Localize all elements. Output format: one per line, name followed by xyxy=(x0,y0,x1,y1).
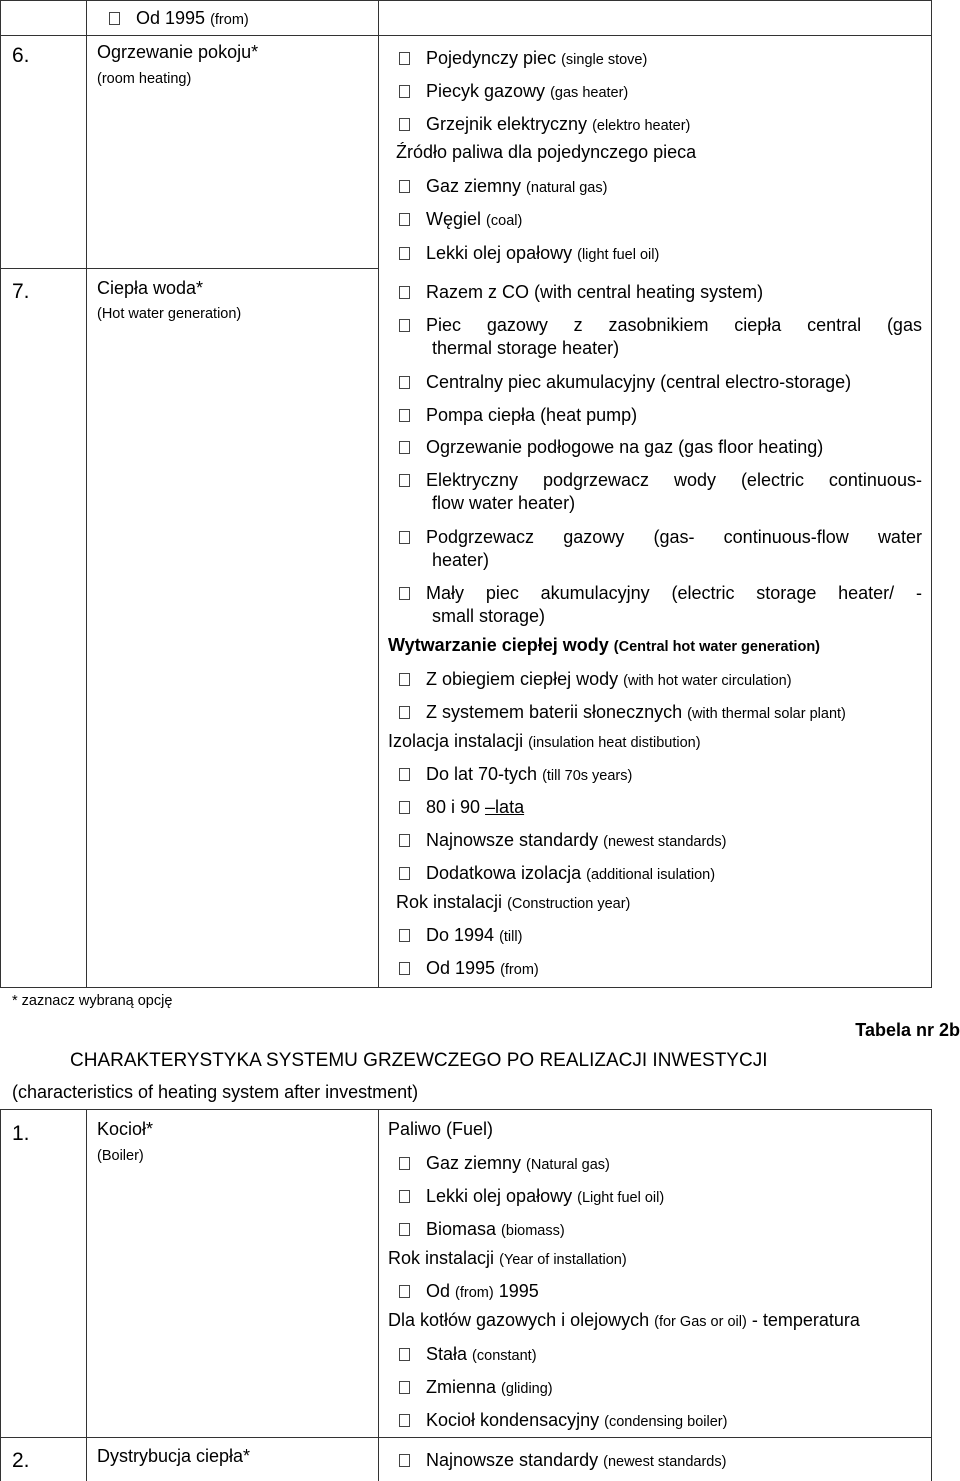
option-dystrybucja-najnowsze: Najnowsze standardy (newest standards) xyxy=(399,1450,726,1471)
checkbox[interactable] xyxy=(399,180,410,193)
insulation-heading: Izolacja instalacji (insulation heat distibution) xyxy=(388,731,701,751)
checkbox[interactable] xyxy=(399,1190,410,1203)
checkbox[interactable] xyxy=(399,587,410,600)
option-do-lat-70: Do lat 70-tych (till 70s years) xyxy=(399,764,632,785)
option-piecyk-gazowy: Piecyk gazowy (gas heater) xyxy=(399,81,628,102)
table1-border-bottom xyxy=(0,987,932,988)
checkbox[interactable] xyxy=(399,834,410,847)
section-7-subtitle: (Hot water generation) xyxy=(97,306,242,322)
checkbox[interactable] xyxy=(399,52,410,65)
section-2-number: 2. xyxy=(12,1449,30,1472)
table2-col-divider xyxy=(86,1109,87,1481)
section-heading-en: (characteristics of heating system after investment) xyxy=(12,1082,419,1102)
checkbox[interactable] xyxy=(399,376,410,389)
checkbox[interactable] xyxy=(399,474,410,487)
central-hot-water-heading: Wytwarzanie ciepłej wody (Central hot water generation) xyxy=(388,635,821,655)
checkbox[interactable] xyxy=(399,801,410,814)
table2-border-top xyxy=(0,1109,932,1110)
temperature-heading: Dla kotłów gazowych i olejowych (for Gas or oil) - temperatura xyxy=(388,1310,860,1330)
table1-border-top xyxy=(0,0,932,1)
option-centralny-piec: Centralny piec akumulacyjny (central electro-storage) xyxy=(399,372,851,393)
checkbox[interactable] xyxy=(399,286,410,299)
checkbox[interactable] xyxy=(399,1348,410,1361)
checkbox[interactable] xyxy=(399,867,410,880)
footnote: * zaznacz wybraną opcję xyxy=(12,993,173,1009)
option-podgrzewacz-gazowy: Podgrzewacz gazowy (gas- continuous-flow water heater) xyxy=(399,526,922,573)
option-z-systemem-baterii: Z systemem baterii słonecznych (with thermal solar plant) xyxy=(399,702,846,723)
checkbox[interactable] xyxy=(399,1381,410,1394)
checkbox[interactable] xyxy=(399,929,410,942)
section-6-subtitle: (room heating) xyxy=(97,71,192,87)
option-piec-gazowy-zasobnik: Piec gazowy z zasobnikiem ciepła central (gas thermal storage heater) xyxy=(399,314,922,361)
checkbox[interactable] xyxy=(399,409,410,422)
option-zmienna: Zmienna (gliding) xyxy=(399,1377,553,1398)
option-lekki-olej: Lekki olej opałowy (light fuel oil) xyxy=(399,243,659,264)
table2-border-right xyxy=(931,1109,932,1481)
table2-row-divider xyxy=(0,1437,932,1438)
checkbox[interactable] xyxy=(399,673,410,686)
table1-col-divider xyxy=(378,0,379,988)
option-razem-z-co: Razem z CO (with central heating system) xyxy=(399,282,763,303)
option-80-i-90: 80 i 90 –lata xyxy=(399,797,524,818)
section-heading: CHARAKTERYSTYKA SYSTEMU GRZEWCZEGO PO REALIZACJI INWESTYCJI xyxy=(70,1050,768,1071)
table1-row-divider xyxy=(0,268,379,269)
table2-col-divider xyxy=(378,1109,379,1481)
table1-col-divider xyxy=(86,0,87,988)
checkbox[interactable] xyxy=(399,1454,410,1467)
option-pompa-ciepla: Pompa ciepła (heat pump) xyxy=(399,405,637,426)
checkbox[interactable] xyxy=(109,12,120,25)
table1-border-right xyxy=(931,0,932,988)
section-1-number: 1. xyxy=(12,1122,30,1145)
option-boiler-gaz-ziemny: Gaz ziemny (Natural gas) xyxy=(399,1153,610,1174)
option-pojedynczy-piec: Pojedynczy piec (single stove) xyxy=(399,48,647,69)
option-elektryczny-podgrzewacz: Elektryczny podgrzewacz wody (electric continuous- flow water heater) xyxy=(399,469,922,516)
checkbox[interactable] xyxy=(399,213,410,226)
checkbox[interactable] xyxy=(399,768,410,781)
checkbox[interactable] xyxy=(399,962,410,975)
option-z-obiegiem: Z obiegiem ciepłej wody (with hot water circulation) xyxy=(399,669,792,690)
option-gaz-ziemny: Gaz ziemny (natural gas) xyxy=(399,176,607,197)
option-maly-piec: Mały piec akumulacyjny (electric storage heater/ - small storage) xyxy=(399,582,922,629)
checkbox[interactable] xyxy=(399,247,410,260)
option-od-1995: Od 1995 (from) xyxy=(399,958,539,979)
checkbox[interactable] xyxy=(399,706,410,719)
checkbox[interactable] xyxy=(399,85,410,98)
option-od-1995-top: Od 1995 (from) xyxy=(109,8,249,29)
option-grzejnik-elektryczny: Grzejnik elektryczny (elektro heater) xyxy=(399,114,690,135)
section-7-title: Ciepła woda* xyxy=(97,278,204,298)
section-6-number: 6. xyxy=(12,44,30,67)
option-ogrzewanie-podlogowe: Ogrzewanie podłogowe na gaz (gas floor heating) xyxy=(399,437,823,458)
option-do-1994: Do 1994 (till) xyxy=(399,925,522,946)
section-7-number: 7. xyxy=(12,280,30,303)
option-boiler-biomasa: Biomasa (biomass) xyxy=(399,1219,565,1240)
option-najnowsze-standardy: Najnowsze standardy (newest standards) xyxy=(399,830,726,851)
checkbox[interactable] xyxy=(399,441,410,454)
option-dodatkowa-izolacja: Dodatkowa izolacja (additional isulation) xyxy=(399,863,715,884)
table-label: Tabela nr 2b xyxy=(855,1020,960,1040)
construction-year-heading: Rok instalacji (Construction year) xyxy=(396,892,631,912)
option-boiler-lekki-olej: Lekki olej opałowy (Light fuel oil) xyxy=(399,1186,664,1207)
checkbox[interactable] xyxy=(399,1223,410,1236)
checkbox[interactable] xyxy=(399,118,410,131)
table1-row-divider xyxy=(0,35,932,36)
section-1-subtitle: (Boiler) xyxy=(97,1148,144,1164)
table1-border-left xyxy=(0,0,1,988)
checkbox[interactable] xyxy=(399,1414,410,1427)
checkbox[interactable] xyxy=(399,531,410,544)
section-6-title: Ogrzewanie pokoju* xyxy=(97,42,259,62)
option-kociol-kondensacyjny: Kocioł kondensacyjny (condensing boiler) xyxy=(399,1410,727,1431)
fuel-source-heading: Źródło paliwa dla pojedynczego pieca xyxy=(396,142,697,162)
section-2-title: Dystrybucja ciepła* xyxy=(97,1446,251,1466)
table2-border-left xyxy=(0,1109,1,1481)
installation-year-heading: Rok instalacji (Year of installation) xyxy=(388,1248,627,1268)
option-stala: Stała (constant) xyxy=(399,1344,537,1365)
option-boiler-od-1995: Od (from) 1995 xyxy=(399,1281,539,1302)
checkbox[interactable] xyxy=(399,1285,410,1298)
option-wegiel: Węgiel (coal) xyxy=(399,209,522,230)
checkbox[interactable] xyxy=(399,1157,410,1170)
fuel-heading: Paliwo (Fuel) xyxy=(388,1119,494,1139)
checkbox[interactable] xyxy=(399,319,410,332)
section-1-title: Kocioł* xyxy=(97,1119,154,1139)
